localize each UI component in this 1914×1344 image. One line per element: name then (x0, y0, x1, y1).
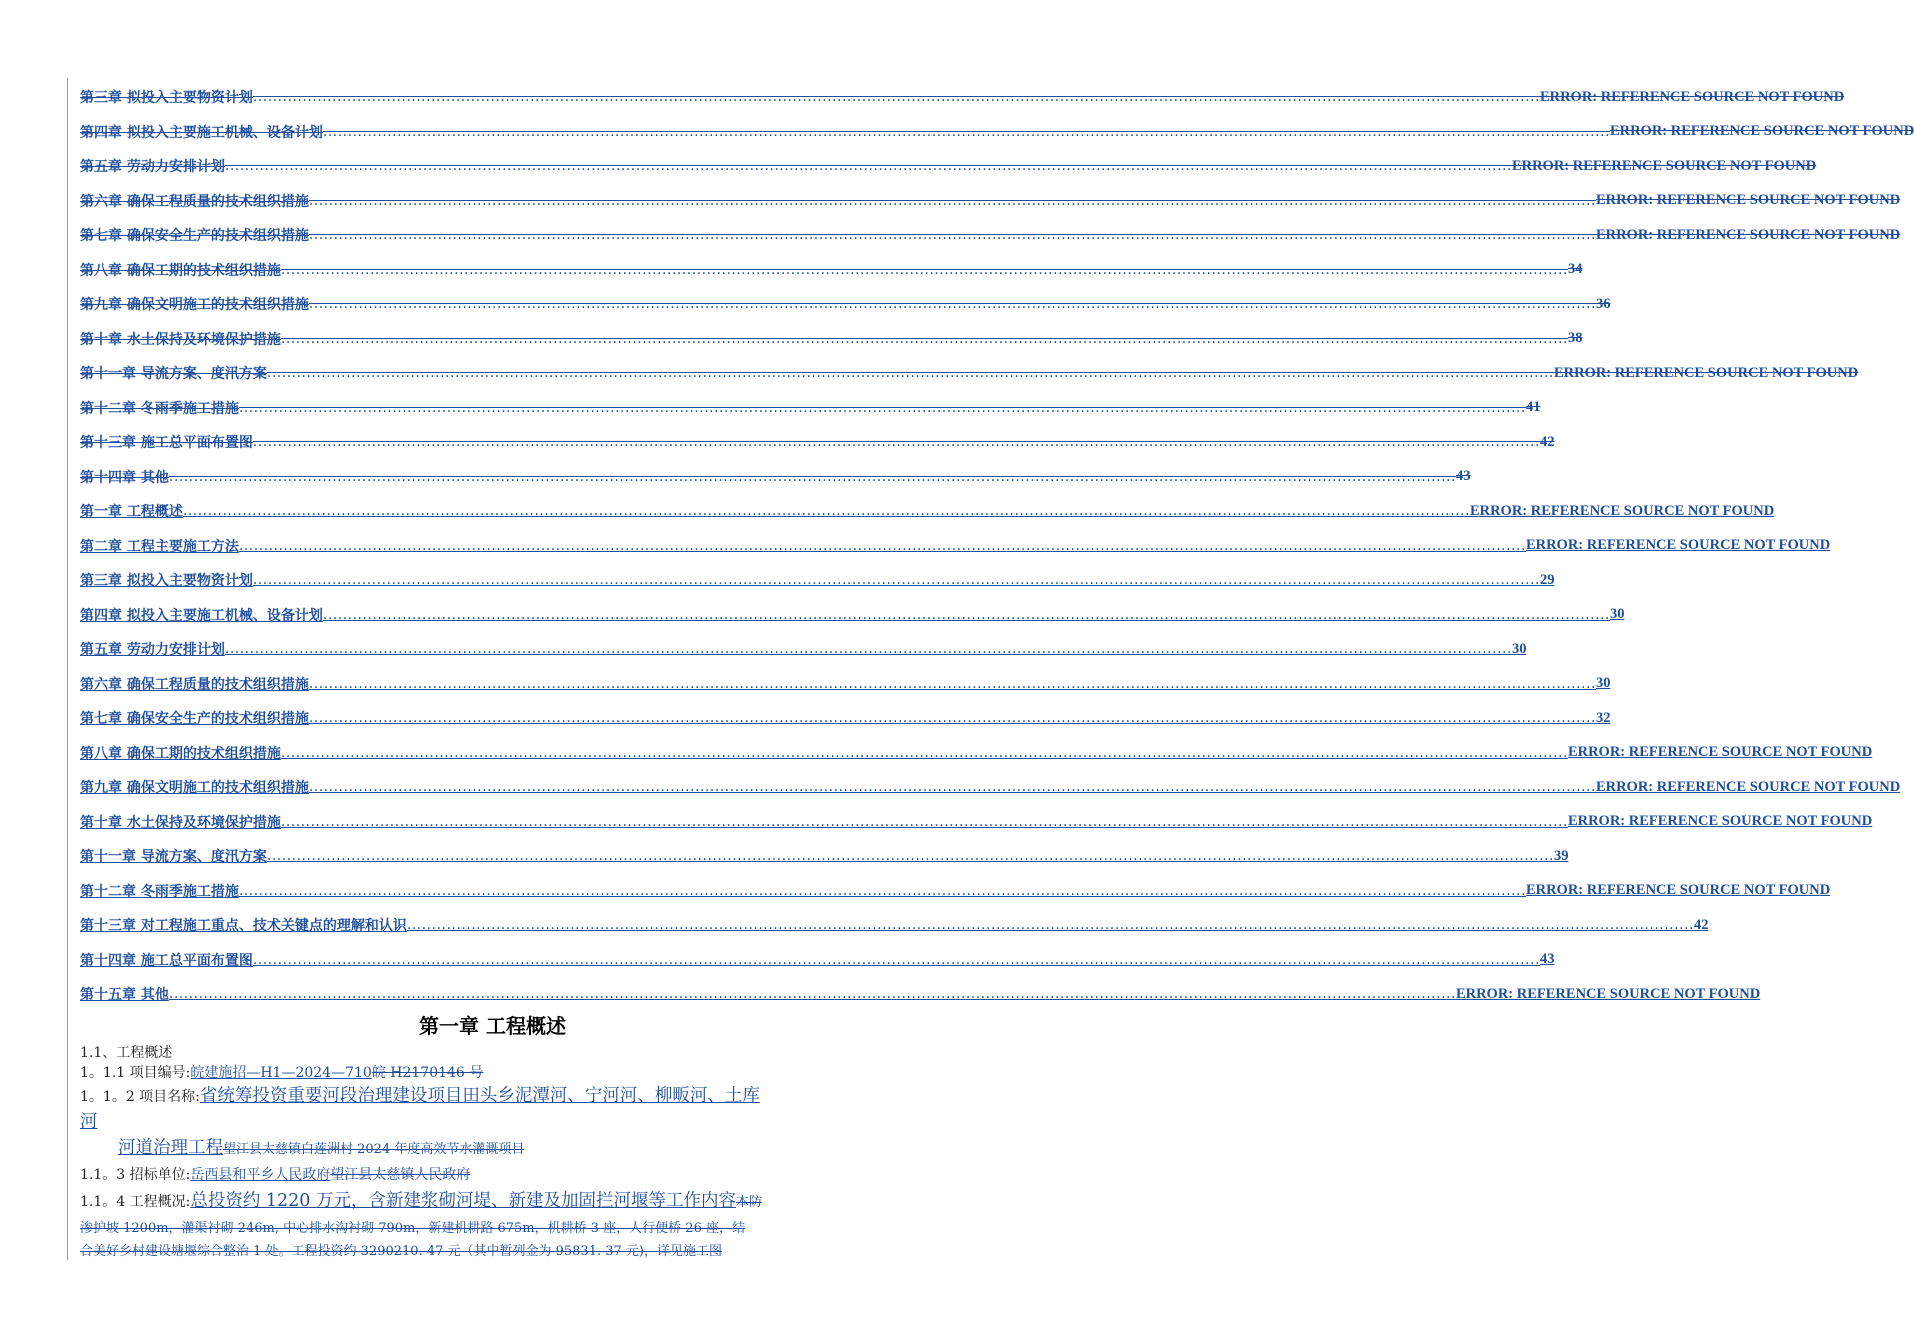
toc-entry-page: 38 (1567, 330, 1583, 347)
toc-leader-dots: .................................................................................................................................................................................................................................................................... (168, 986, 1456, 1003)
toc-entry-page: ERROR: REFERENCE SOURCE NOT FOUND (1469, 502, 1775, 519)
section-1-1-2 (80, 1083, 860, 1110)
toc-entry-page: 41 (1525, 399, 1541, 416)
toc-leader-dots: .................................................................................................................................................................................................................................................................... (224, 641, 1512, 658)
toc-leader-dots: .................................................................................................................................................................................................................................................................... (406, 917, 1694, 934)
toc-entry-title: 第七章 确保安全生产的技术组织措施 (80, 228, 309, 245)
toc-entry[interactable] (80, 287, 1611, 322)
toc-entry[interactable] (80, 736, 1873, 771)
toc-leader-dots: .................................................................................................................................................................................................................................................................... (308, 779, 1596, 796)
section-1-1-4-cont (80, 1217, 860, 1240)
toc-leader-dots: .................................................................................................................................................................................................................................................................... (252, 572, 1540, 589)
table-of-contents (80, 80, 1914, 1012)
project-number-label: 1。1.1 项目编号: (80, 1065, 191, 1081)
section-1-1-2-cont (80, 1110, 860, 1135)
project-overview-deleted-c: 合美好乡村建设塘堰综合整治 1 处。工程投资约 3290210. 47 元（其中暂列金为 95831. 37 元)，详见施工图 (80, 1244, 723, 1259)
section-1-1-2-cont2 (80, 1135, 860, 1163)
toc-entry-title: 第四章 拟投入主要施工机械、设备计划 (80, 124, 323, 141)
toc-entry-title: 第九章 确保文明施工的技术组织措施 (80, 297, 309, 314)
toc-entry[interactable] (80, 563, 1555, 598)
toc-entry-title: 第六章 确保工程质量的技术组织措施 (80, 676, 309, 693)
toc-leader-dots: .................................................................................................................................................................................................................................................................... (280, 813, 1568, 830)
section-1-1-3 (80, 1163, 860, 1187)
toc-entry-page: ERROR: REFERENCE SOURCE NOT FOUND (1609, 123, 1914, 140)
toc-entry[interactable] (80, 184, 1901, 219)
toc-entry-page: ERROR: REFERENCE SOURCE NOT FOUND (1525, 537, 1831, 554)
chapter-heading: 第一章 工程概述 (419, 1014, 566, 1038)
toc-leader-dots: .................................................................................................................................................................................................................................................................... (238, 399, 1526, 416)
toc-entry-page: 43 (1455, 468, 1471, 485)
section-1-1-4-cont2 (80, 1240, 860, 1263)
project-number-inserted: 皖建施招—H1—2024—710 (190, 1065, 372, 1081)
toc-leader-dots: .................................................................................................................................................................................................................................................................... (308, 710, 1596, 727)
section-1-1-4 (80, 1187, 860, 1217)
project-name-deleted: 望江县太慈镇白莲洲村 2024 年度高效节水灌溉项目 (223, 1142, 525, 1157)
toc-entry-page: 32 (1595, 709, 1611, 726)
toc-entry-title: 第八章 确保工期的技术组织措施 (80, 262, 281, 279)
toc-entry-title: 第十四章 其他 (80, 469, 169, 486)
toc-entry-page: ERROR: REFERENCE SOURCE NOT FOUND (1595, 778, 1901, 795)
project-overview-deleted-a: 本防 (736, 1195, 763, 1210)
toc-leader-dots: .................................................................................................................................................................................................................................................................... (252, 434, 1540, 451)
toc-entry-page: 36 (1595, 295, 1611, 312)
toc-entry-page: 43 (1539, 951, 1555, 968)
toc-entry-page: 29 (1539, 571, 1555, 588)
project-name-inserted-c: 河道治理工程 (118, 1138, 223, 1158)
toc-leader-dots: .................................................................................................................................................................................................................................................................... (308, 296, 1596, 313)
toc-entry[interactable] (80, 494, 1775, 529)
toc-entry-page: ERROR: REFERENCE SOURCE NOT FOUND (1525, 882, 1831, 899)
toc-entry[interactable] (80, 115, 1914, 150)
toc-leader-dots: .................................................................................................................................................................................................................................................................... (252, 89, 1540, 106)
toc-entry-title: 第三章 拟投入主要物资计划 (80, 573, 253, 590)
toc-entry[interactable] (80, 805, 1873, 840)
tender-unit-label: 1.1。3 招标单位: (80, 1167, 191, 1183)
toc-entry-page: ERROR: REFERENCE SOURCE NOT FOUND (1595, 192, 1901, 209)
toc-entry-page: ERROR: REFERENCE SOURCE NOT FOUND (1511, 157, 1817, 174)
toc-entry-title: 第六章 确保工程质量的技术组织措施 (80, 193, 309, 210)
toc-entry-page: ERROR: REFERENCE SOURCE NOT FOUND (1595, 226, 1901, 243)
toc-entry-title: 第十五章 其他 (80, 987, 169, 1004)
toc-entry-title: 第一章 工程概述 (80, 504, 183, 521)
section-1-1-title: 1.1、工程概述 (80, 1045, 173, 1061)
toc-entry[interactable] (80, 322, 1583, 357)
project-overview-label: 1.1。4 工程概况: (80, 1194, 191, 1210)
toc-leader-dots: .................................................................................................................................................................................................................................................................... (182, 503, 1470, 520)
toc-entry-title: 第四章 拟投入主要施工机械、设备计划 (80, 607, 323, 624)
section-1-1 (80, 1043, 860, 1063)
toc-entry-page: 30 (1511, 640, 1527, 657)
toc-entry-title: 第八章 确保工期的技术组织措施 (80, 745, 281, 762)
toc-entry[interactable] (80, 218, 1901, 253)
project-name-label: 1。1。2 项目名称: (80, 1089, 200, 1105)
toc-entry-title: 第十章 水土保持及环境保护措施 (80, 331, 281, 348)
toc-entry[interactable] (80, 425, 1555, 460)
document-body (80, 1043, 860, 1263)
toc-entry-title: 第十四章 施工总平面布置图 (80, 952, 253, 969)
toc-leader-dots: .................................................................................................................................................................................................................................................................... (168, 468, 1456, 485)
toc-entry-title: 第五章 劳动力安排计划 (80, 642, 225, 659)
toc-entry-title: 第三章 拟投入主要物资计划 (80, 90, 253, 107)
toc-entry[interactable] (80, 391, 1541, 426)
toc-entry-title: 第十一章 导流方案、度汛方案 (80, 849, 267, 866)
toc-leader-dots: .................................................................................................................................................................................................................................................................... (308, 192, 1596, 209)
toc-entry-page: 39 (1553, 847, 1569, 864)
toc-entry-title: 第十三章 施工总平面布置图 (80, 435, 253, 452)
toc-entry[interactable] (80, 770, 1901, 805)
toc-entry-title: 第二章 工程主要施工方法 (80, 538, 239, 555)
toc-entry-title: 第十章 水土保持及环境保护措施 (80, 814, 281, 831)
toc-entry[interactable] (80, 667, 1611, 702)
toc-entry-title: 第十一章 导流方案、度汛方案 (80, 366, 267, 383)
toc-entry-title: 第十三章 对工程施工重点、技术关键点的理解和认识 (80, 918, 407, 935)
toc-entry-page: 34 (1567, 261, 1583, 278)
toc-entry[interactable] (80, 80, 1845, 115)
revision-change-bar (67, 78, 68, 1260)
toc-leader-dots: .................................................................................................................................................................................................................................................................... (308, 675, 1596, 692)
toc-entry[interactable] (80, 908, 1709, 943)
toc-entry[interactable] (80, 874, 1831, 909)
toc-entry-title: 第十二章 冬雨季施工措施 (80, 883, 239, 900)
toc-entry-page: 42 (1539, 433, 1555, 450)
toc-entry[interactable] (80, 253, 1583, 288)
toc-entry[interactable] (80, 598, 1625, 633)
toc-entry[interactable] (80, 149, 1817, 184)
toc-entry[interactable] (80, 356, 1859, 391)
toc-entry-page: ERROR: REFERENCE SOURCE NOT FOUND (1567, 813, 1873, 830)
toc-leader-dots: .................................................................................................................................................................................................................................................................... (252, 951, 1540, 968)
project-overview-inserted: 总投资约 1220 万元，含新建浆砌河堤、新建及加固拦河堰等工作内容 (190, 1191, 737, 1211)
toc-leader-dots: .................................................................................................................................................................................................................................................................... (224, 158, 1512, 175)
toc-leader-dots: .................................................................................................................................................................................................................................................................... (280, 330, 1568, 347)
toc-entry[interactable] (80, 943, 1555, 978)
toc-leader-dots: .................................................................................................................................................................................................................................................................... (280, 744, 1568, 761)
section-1-1-1 (80, 1063, 860, 1083)
project-overview-deleted-b: 渗护坡 1200m，灌渠衬砌 246m, 中心排水沟衬砌 790m，新建机耕路 675m，机耕桥 3 座，人行便桥 26 座，结 (80, 1221, 745, 1236)
toc-entry-title: 第九章 确保文明施工的技术组织措施 (80, 780, 309, 797)
toc-entry[interactable] (80, 977, 1761, 1012)
toc-entry-title: 第十二章 冬雨季施工措施 (80, 400, 239, 417)
toc-entry-page: ERROR: REFERENCE SOURCE NOT FOUND (1455, 985, 1761, 1002)
toc-entry-page: 30 (1609, 606, 1625, 623)
toc-entry[interactable] (80, 839, 1569, 874)
toc-leader-dots: .................................................................................................................................................................................................................................................................... (322, 606, 1610, 623)
toc-leader-dots: .................................................................................................................................................................................................................................................................... (322, 123, 1610, 140)
tender-unit-inserted: 岳西县和平乡人民政府 (190, 1167, 331, 1183)
toc-entry-title: 第五章 劳动力安排计划 (80, 159, 225, 176)
toc-entry-page: ERROR: REFERENCE SOURCE NOT FOUND (1567, 744, 1873, 761)
toc-entry-page: ERROR: REFERENCE SOURCE NOT FOUND (1553, 364, 1859, 381)
toc-entry[interactable] (80, 460, 1471, 495)
project-name-inserted-a: 省统筹投资重要河段治理建设项目田头乡泥潭河、宁河河、柳畈河、土库 (199, 1086, 760, 1106)
toc-entry-page: ERROR: REFERENCE SOURCE NOT FOUND (1539, 88, 1845, 105)
toc-entry[interactable] (80, 632, 1527, 667)
toc-leader-dots: .................................................................................................................................................................................................................................................................... (280, 261, 1568, 278)
toc-leader-dots: .................................................................................................................................................................................................................................................................... (266, 848, 1554, 865)
toc-leader-dots: .................................................................................................................................................................................................................................................................... (308, 227, 1596, 244)
toc-leader-dots: .................................................................................................................................................................................................................................................................... (266, 365, 1554, 382)
tender-unit-deleted: 望江县太慈镇人民政府 (330, 1167, 471, 1183)
project-name-inserted-b: 河 (80, 1112, 98, 1132)
project-number-deleted: 皖 H2170146 号 (371, 1065, 484, 1081)
toc-leader-dots: .................................................................................................................................................................................................................................................................... (238, 882, 1526, 899)
toc-leader-dots: .................................................................................................................................................................................................................................................................... (238, 537, 1526, 554)
toc-entry-title: 第七章 确保安全生产的技术组织措施 (80, 711, 309, 728)
toc-entry[interactable] (80, 701, 1611, 736)
toc-entry[interactable] (80, 529, 1831, 564)
toc-entry-page: 30 (1595, 675, 1611, 692)
toc-entry-page: 42 (1693, 916, 1709, 933)
